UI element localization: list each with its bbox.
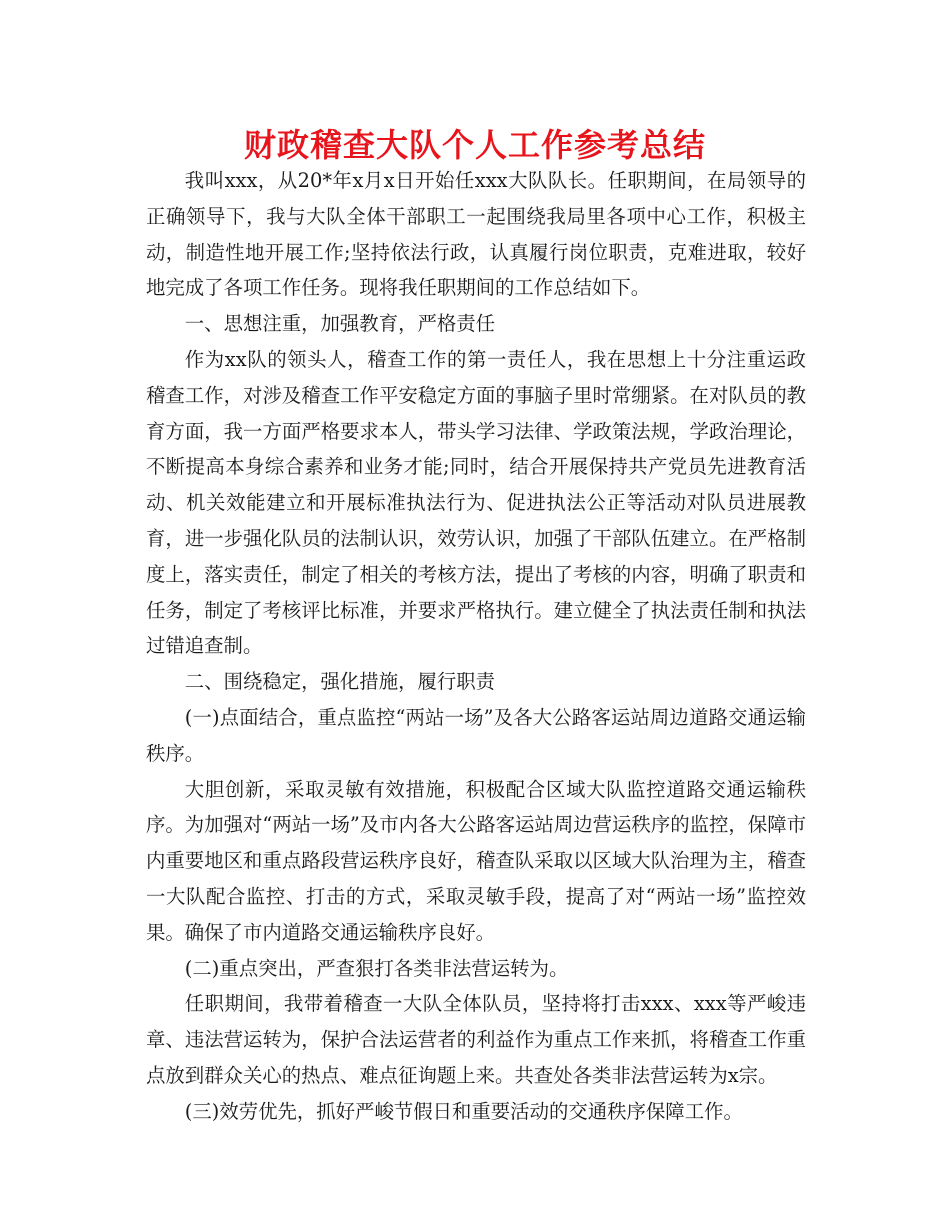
subsection-heading-3: (三)效劳优先，抓好严峻节假日和重要活动的交通秩序保障工作。 bbox=[184, 1099, 743, 1123]
document-title: 财政稽查大队个人工作参考总结 bbox=[243, 126, 706, 164]
paragraph-section-1: 作为xx队的领头人，稽查工作的第一责任人，我在思想上十分注重运政稽查工作，对涉及稽查工作平安稳定方面的事脑子里时常绷紧。在对队员的教育方面，我一方面严格要求本人，带头学习法律、学政策法规，学政治理论，不断提高本身综合素养和业务才能;同时，结合开展保持共产党员先进教育活动、机关效能建立和开展标准执法行为、促进执法公正等活动对队员进展教育，进一步强化队员的法制认识，效劳认识，加强了干部队伍建立。在严格制度上，落实责任，制定了相关的考核方法，提出了考核的内容，明确了职责和任务，制定了考核评比标准，并要求严格执行。建立健全了执法责任制和执法过错追查制。 bbox=[146, 347, 806, 658]
document-body bbox=[146, 163, 806, 1130]
subsection-heading-1: (一)点面结合，重点监控“两站一场”及各大公路客运站周边道路交通运输秩序。 bbox=[146, 705, 806, 765]
section-heading-1: 一、思想注重，加强教育，严格责任 bbox=[184, 312, 496, 336]
subsection-heading-2: (二)重点突出，严查狠打各类非法营运转为。 bbox=[184, 956, 569, 980]
section-heading-2: 二、围绕稳定，强化措施，履行职责 bbox=[184, 670, 496, 694]
paragraph-subsection-1: 大胆创新，采取灵敏有效措施，积极配合区域大队监控道路交通运输秩序。为加强对“两站一场”及市内各大公路客运站周边营运秩序的监控，保障市内重要地区和重点路段营运秩序良好，稽查队采取以区域大队治理为主，稽查一大队配合监控、打击的方式，采取灵敏手段，提高了对“两站一场”监控效果。确保了市内道路交通运输秩序良好。 bbox=[146, 777, 806, 944]
paragraph-subsection-2: 任职期间，我带着稽查一大队全体队员，坚持将打击xxx、xxx等严峻违章、违法营运转为，保护合法运营者的利益作为重点工作来抓，将稽查工作重点放到群众关心的热点、难点征询题上来。共查处各类非法营运转为x宗。 bbox=[146, 992, 806, 1087]
paragraph-intro: 我叫xxx，从20*年x月x日开始任xxx大队队长。任职期间，在局领导的正确领导下，我与大队全体干部职工一起围绕我局里各项中心工作，积极主动，制造性地开展工作;坚持依法行政，认真履行岗位职责，克难进取，较好地完成了各项工作任务。现将我任职期间的工作总结如下。 bbox=[146, 169, 806, 300]
